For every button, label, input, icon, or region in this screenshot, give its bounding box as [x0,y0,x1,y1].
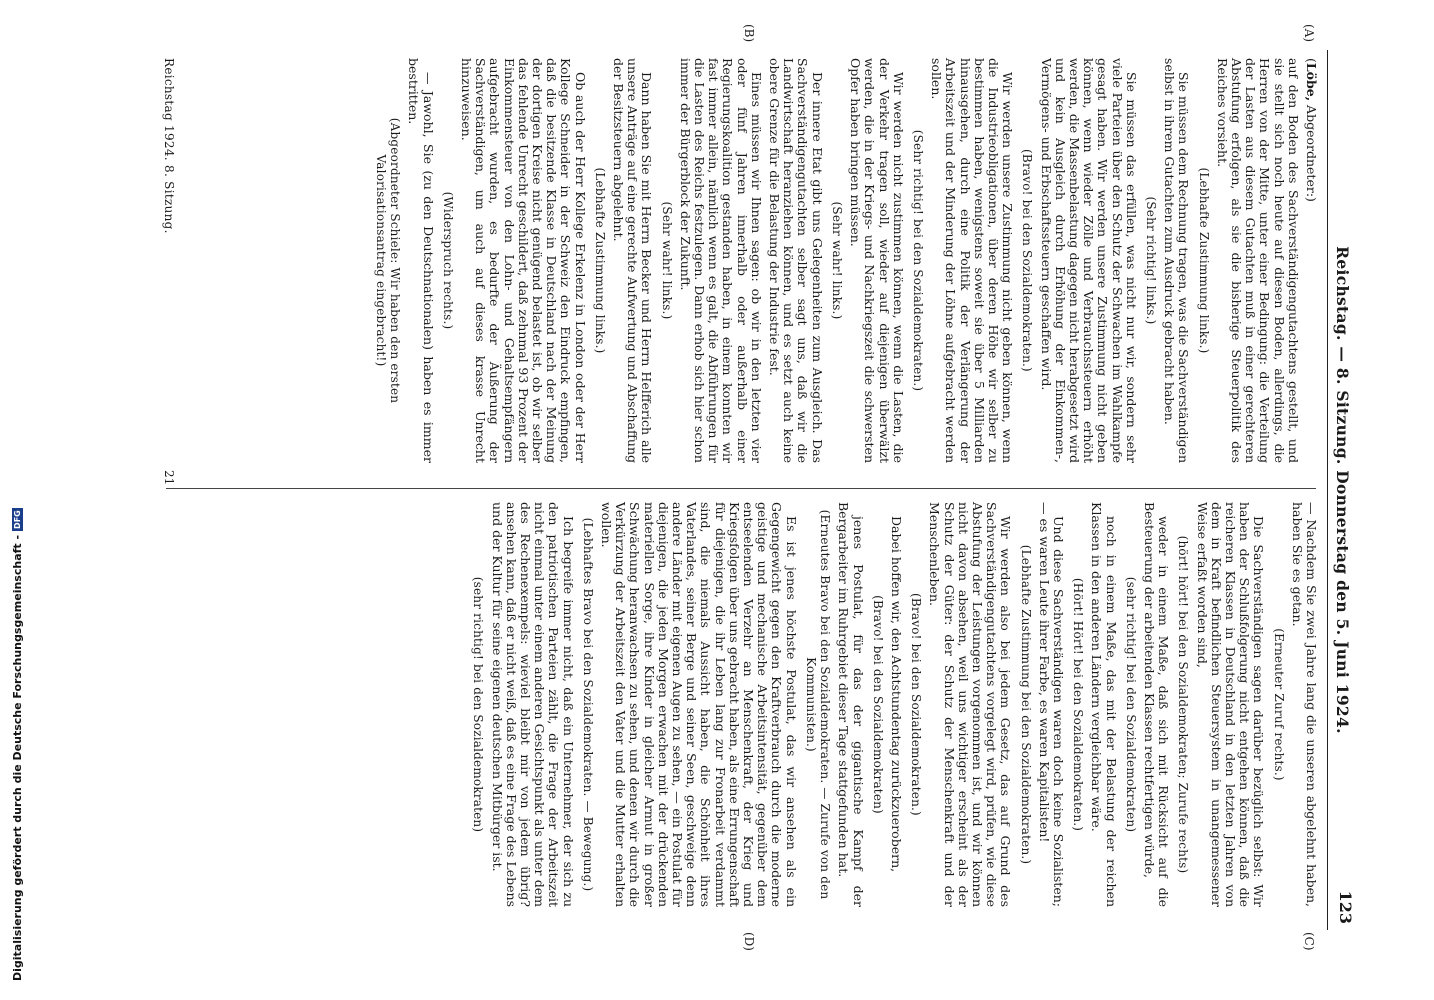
stage-direction: (Lebhafte Zustimmung links.) [592,167,607,354]
stage-direction: (Sehr richtig! bei den Sozialdemokraten.) [910,129,925,392]
session-note: Reichstag 1924. 8. Sitzung. [162,58,176,234]
paragraph: — Nachdem Sie zwei Jahre lang die unseren abgelehnt haben, haben Sie es getan. [1289,502,1319,907]
paragraph: Sie müssen dem Rechnung tragen, was die Sachverständigen selbst in ihrem Gutachten zum Ausdruck gebracht haben. [1162,58,1192,463]
paragraph: Dabei hoffen wir, den Achtstundentag zurückzuerobern, [888,516,904,873]
margin-marker-a: (A) [1302,24,1316,43]
paragraph: auf den Boden des Sachverständigengutachtens gestellt, und sie stellt sich noch heute auf diesen Boden, allerdings, die Herren von der Mitte, unter einer Bedingung: die Verteilung der Lasten aus diesem Gutachten muß in einer gerechteren Abstufung erfolgen, als sie die bisherige Steuerpolitik des Reiches vorsieht. [1214,58,1301,463]
stage-direction: (Lebhaftes Bravo bei den Sozialdemokraten. — Bewegung.) [580,517,595,892]
running-head [1327,50,1356,930]
page-number: 123 [1336,890,1355,924]
sheet-number: 21 [162,470,176,486]
paragraph: Wir werden also bei jedem Gesetz, das auf Grund des Sachverständigengutachtens vorgelegt wird, prüfen, wie diese Abstufung der Leistungen vorgenommen ist, und wir können nicht davon absehen, weil uns wichtiger erscheint als der Schutz der Güter: der Schutz der Menschenkraft und der Menschenleben. [927,502,1014,907]
stage-direction: (Bravo! bei den Sozialdemokraten) [870,595,885,814]
stage-direction: (Lebhafte Zustimmung bei den Sozialdemokraten.) [1018,544,1033,865]
stage-direction: (hört! hört! bei den Sozialdemokraten; Zurufe rechts) [1176,535,1191,874]
stage-direction: (Sehr richtig! links.) [1143,196,1158,325]
stage-direction: (Bravo! bei den Sozialdemokraten.) [909,593,924,816]
document-page [86,24,1356,951]
paragraph: Sie müssen das erfüllen, was nicht nur wir, sondern sehr viele Parteien über den Schutz der Schwachen im Wahlkampfe gesagt haben. Wir werden unsere Zustimmung nicht geben können, wenn wieder Zölle und Verbrauchssteuern erhöht werden, die Massenbelastung dagegen nicht herabgesetzt wird und kein Ausgleich durch Erhöhung der Einkommen-, Vermögens- und Erbschaftssteuern geschaffen wird. [1038,58,1139,463]
paragraph: Wir werden nicht zustimmen können, wenn die Lasten, die der Verkehr tragen soll, wieder auf diejenigen überwälzt werden, die in der Kriegs- und Nachkriegszeit die schwersten Opfer haben bringen müssen. [848,58,906,463]
stage-direction: (Hört! Hört! bei den Sozialdemokraten.) [1071,577,1086,832]
paragraph: weder in einem Maße, daß sich mit Rücksicht auf die Besteuerung der arbeitenden Klassen rechtfertigen würde, [1141,502,1172,907]
stage-direction: (Erneuter Zuruf rechts.) [1271,628,1286,781]
right-column [465,502,1318,907]
stage-direction: (Sehr wahr! links.) [659,201,674,320]
stage-direction: (Erneutes Bravo bei den Sozialdemokraten. — Zurufe von den Kommunisten.) [803,509,833,900]
page-title: Reichstag. — 8. Sitzung. Donnerstag den 5. Juni 1924. [1333,246,1353,734]
stage-direction: (sehr richtig! bei den Sozialdemokraten) [471,576,486,833]
margin-marker-d: (D) [742,932,756,951]
left-column [368,58,1318,463]
stage-direction: (Widerspruch rechts.) [440,191,455,330]
stage-direction: (Abgeordneter Schiele: Wir haben den ersten Valorisationsantrag eingebracht!) [374,117,403,404]
paragraph: Eines müssen wir Ihnen sagen: ob wir in den letzten vier oder fünf Jahren innerhalb oder außerhalb einer Regierungskoalition gestanden haben, in einem konnten wir fast immer allein, nämlich wenn es galt, die Abführungen für die Lasten des Reichs festzulegen. Dann erhob sich hier schon immer der Bürgerblock der Zukunft. [677,58,764,463]
stage-direction: (Sehr wahr! links.) [829,201,844,320]
speaker-role: Abgeordneter: [1304,105,1319,198]
paragraph: Es ist jenes höchste Postulat, das wir ansehen als ein Gegengewicht gegen den Kraftverbrauch durch die moderne geistige und mechanische Arbeitsintensität, gegenüber dem entseelenden Verzehr an Menschenkraft, der Krieg und Kriegsfolgen über uns gebracht haben, als eine Errungenschaft für diejenigen, die ihr Leben lang zur Fronarbeit verdammt sind, die niemals Aussicht haben, die Schönheit ihres Vaterlandes, seiner Berge und seiner Seen, geschweige denn andere Länder mit eigenen Augen zu sehen, — ein Postulat für diejenigen, die jeden Morgen erwachen mit der drückenden materiellen Sorge, ihre Kinder in gleicher Armut in großer Schwächung heranwachsen zu sehen, und denen wir durch die Verkürzung der Arbeitszeit den Vater und die Mutter erhalten wollen. [599,502,799,907]
margin-marker-b: (B) [742,24,756,43]
paragraph: — Jawohl, Sie (zu den Deutschnationalen) haben es immer bestritten. [406,58,436,463]
column-divider [166,488,1316,489]
stage-direction: (sehr richtig! bei den Sozialdemokraten) [1123,576,1138,833]
paragraph: (Löbe, Abgeordneter:) [1304,58,1319,202]
paragraph: Die Sachverständigen sagen darüber bezüglich selbst: Wir haben der Schlußfolgerung nicht entgehen können, daß die reicheren Klassen in Deutschland in den letzten Jahren von dem in Kraft befindlichen Steuersystem in unangemessener Weise erfaßt worden sind, [1194,502,1267,907]
margin-marker-c: (C) [1302,932,1316,951]
paragraph: noch in einem Maße, das mit der Belastung der reichen Klassen in den anderen Ländern vergleichbar wäre. [1089,502,1119,907]
dfg-logo: DFG [13,510,22,529]
stage-direction: (Bravo! bei den Sozialdemokraten.) [1020,149,1035,372]
stage-direction: (Lebhafte Zustimmung links.) [1196,167,1211,354]
paragraph: Der innere Etat gibt uns Gelegenheiten zum Ausgleich. Das Sachverständigengutachten selber sagt uns, daß wir die Landwirtschaft heranziehen können, und es setzt auch keine obere Grenze für die Belastung der Industrie fest. [767,58,825,463]
digitization-footer [0,0,22,1000]
paragraph: jenes Postulat, für das der gigantische Kampf der Bergarbeiter im Ruhrgebiet dieser Tage stattgefunden hat. [836,502,866,907]
paragraph: Und diese Sachverständigen waren doch keine Sozialisten; — es waren Leute ihrer Farbe, es waren Kapitalisten! [1036,502,1066,907]
speaker-name: Löbe, [1304,62,1319,102]
paragraph: Ich begreife immer nicht, daß ein Unternehmer, der sich zu den patriotischen Parteien zählt, die Frage der Arbeitszeit nicht einmal unter einem anderen Gesichtspunkt als unter dem des Rechenexempels: wieviel bleibt mir von jedem übrig? ansehen kann, daß er nicht weiß, daß es eine Frage des Lebens und der Kultur für seine eigenen deutschen Mitbürger ist. [489,502,576,907]
paragraph: Dann haben Sie mit Herrn Becker und Herrn Helfferich alle unsere Anträge auf eine gerechte Aufwertung und Abschaffung der Besitzsteuern abgelehnt. [611,58,655,463]
paragraph: Wir werden unsere Zustimmung nicht geben können, wenn die Industrieobligationen, über deren Höhe wir selber zu bestimmen haben, wenigstens soweit sie über 5 Milliarden hinausgehen, durch eine Politik der Verlängerung der Arbeitszeit und der Minderung der Löhne aufgebracht werden sollen. [929,58,1016,463]
digitization-credit: Digitalisierung gefördert durch die Deutsche Forschungsgemeinschaft - [11,534,24,981]
paragraph: Ob auch der Herr Kollege Erkelenz in London oder der Herr Kollege Schneider in der Schweiz den Eindruck empfingen, daß die besitzende Klasse in Deutschland nach der Meinung der dortigen Kreise nicht genügend belastet ist, ob wir selber das fehlende Unrecht geschildert, daß zehnmal 93 Prozent der Einkommensteuer von den Lohn- und Gehaltsempfängern aufgebracht wurden, es bedurfte der Äußerung der Sachverständigen, um auch auf dieses krasse Unrecht hinzuweisen. [459,58,588,463]
